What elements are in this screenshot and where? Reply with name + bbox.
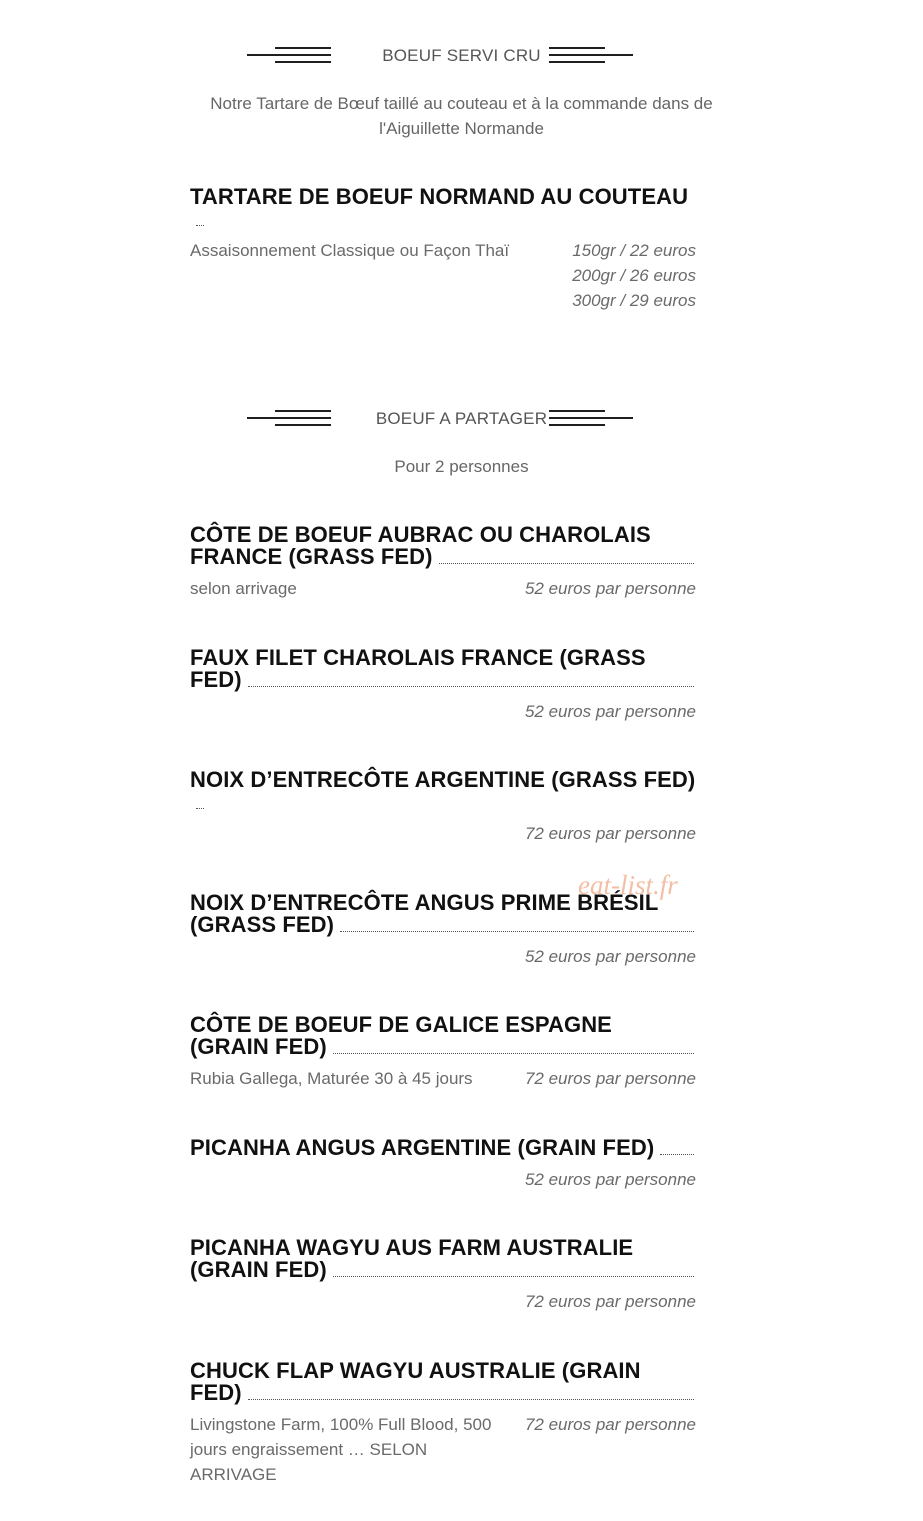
section-subtitle: Pour 2 personnes <box>394 457 529 476</box>
menu-item-prices <box>572 238 696 313</box>
menu-item <box>190 184 696 310</box>
menu-item-name: CÔTE DE BOEUF AUBRAC OU CHAROLAIS FRANCE (GRASS FED) <box>190 524 696 568</box>
menu-item-description: selon arrivage <box>190 579 297 598</box>
menu-item-name: CÔTE DE BOEUF DE GALICE ESPAGNE (GRAIN FED) <box>190 1014 696 1058</box>
menu-item-name: CHUCK FLAP WAGYU AUSTRALIE (GRAIN FED) <box>190 1360 696 1404</box>
menu-item <box>190 892 696 969</box>
menu-item-price: 52 euros par personne <box>524 579 696 598</box>
menu-item-description: Rubia Gallega, Maturée 30 à 45 jours <box>190 1069 473 1088</box>
section-title: BOEUF A PARTAGER <box>375 409 548 428</box>
menu-item-price: 52 euros par personne <box>524 947 696 966</box>
section-header-a-partager <box>0 407 923 431</box>
menu-item-name: TARTARE DE BOEUF NORMAND AU COUTEAU <box>190 186 696 230</box>
menu-item <box>190 524 696 601</box>
menu-item-name: PICANHA ANGUS ARGENTINE (GRAIN FED) <box>190 1137 696 1159</box>
menu-item <box>190 1014 696 1091</box>
decorative-lines-right <box>549 407 635 429</box>
price-line: 150gr / 22 euros <box>572 241 696 260</box>
menu-item <box>190 769 696 846</box>
menu-item-price: 72 euros par personne <box>524 1292 696 1311</box>
watermark: eat-list.fr <box>578 870 678 900</box>
menu-item <box>190 1137 696 1192</box>
decorative-lines-right <box>549 44 635 66</box>
menu-item-description: Assaisonnement Classique ou Façon Thaï <box>190 241 510 260</box>
menu-item-name: NOIX D’ENTRECÔTE ARGENTINE (GRASS FED) <box>190 769 696 813</box>
section-subtitle: Notre Tartare de Bœuf taillé au couteau et à la commande dans de l'Aiguillette Normande <box>210 94 713 138</box>
menu-item <box>190 1237 696 1314</box>
menu-item-name: PICANHA WAGYU AUS FARM AUSTRALIE (GRAIN FED) <box>190 1237 696 1281</box>
menu-item-name: FAUX FILET CHAROLAIS FRANCE (GRASS FED) <box>190 647 696 691</box>
menu-item-price: 72 euros par personne <box>524 1069 696 1088</box>
menu-item-price: 72 euros par personne <box>524 1415 696 1434</box>
menu-item-description: Livingstone Farm, 100% Full Blood, 500 jours engraissement … SELON ARRIVAGE <box>190 1415 492 1484</box>
price-line: 300gr / 29 euros <box>572 291 696 310</box>
menu-item-price: 52 euros par personne <box>524 1170 696 1189</box>
price-line: 200gr / 26 euros <box>572 266 696 285</box>
menu-item-name: NOIX D’ENTRECÔTE ANGUS PRIME BRÉSIL (GRASS FED) <box>190 892 696 936</box>
section-header-servi-cru <box>0 44 923 68</box>
section-title: BOEUF SERVI CRU <box>382 46 541 65</box>
menu-item <box>190 1360 696 1487</box>
menu-item-price: 52 euros par personne <box>524 702 696 721</box>
menu-item-price: 72 euros par personne <box>524 824 696 843</box>
menu-item <box>190 647 696 724</box>
